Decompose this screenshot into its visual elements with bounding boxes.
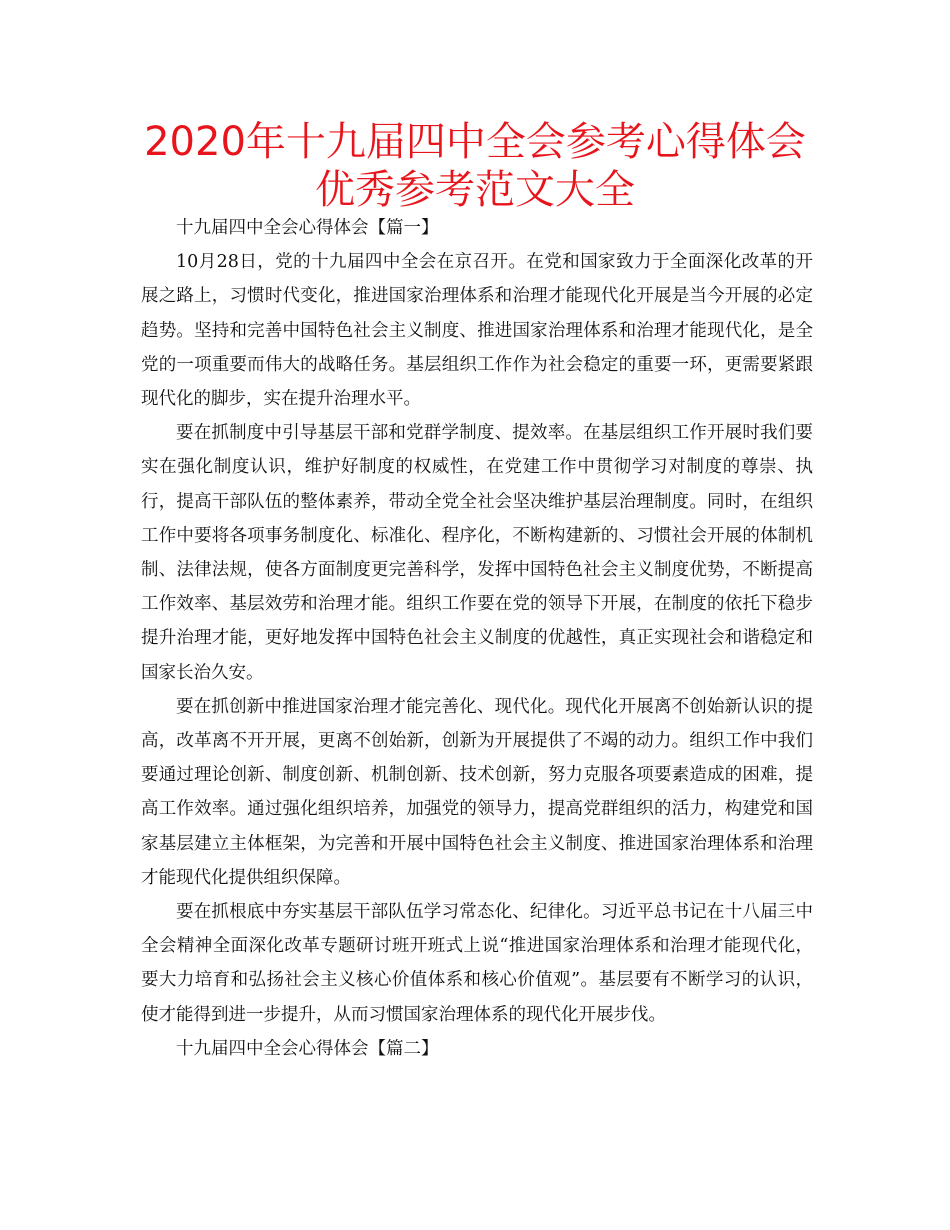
document-body [141,211,813,1066]
paragraph-intro: 10月28日，党的十九届四中全会在京召开。在党和国家致力于全面深化改革的开展之路上，习惯时代变化，推进国家治理体系和治理才能现代化开展是当今开展的必定趋势。坚持和完善中国特色社会主义制度、推进国家治理体系和治理才能现代化，是全党的一项重要而伟大的战略任务。基层组织工作作为社会稳定的重要一环，更需要紧跟现代化的脚步，实在提升治理水平。 [141,252,813,410]
document-title: 2020年十九届四中全会参考心得体会优秀参考范文大全 [144,119,806,213]
paragraph-foundation: 要在抓根底中夯实基层干部队伍学习常态化、纪律化。习近平总书记在十八届三中全会精神全面深化改革专题研讨班开班式上说“推进国家治理体系和治理才能现代化，要大力培育和弘扬社会主义核心价值体系和核心价值观”。基层要有不断学习的认识，使才能得到进一步提升，从而习惯国家治理体系的现代化开展步伐。 [141,902,813,1025]
paragraph-innovation: 要在抓创新中推进国家治理才能完善化、现代化。现代化开展离不创始新认识的提高，改革离不开开展，更离不创始新，创新为开展提供了不竭的动力。组织工作中我们要通过理论创新、制度创新、机制创新、技术创新，努力克服各项要素造成的困难，提高工作效率。通过强化组织培养，加强党的领导力，提高党群组织的活力，构建党和国家基层建立主体框架，为完善和开展中国特色社会主义制度、推进国家治理体系和治理才能现代化提供组织保障。 [141,696,813,888]
paragraph-system: 要在抓制度中引导基层干部和党群学制度、提效率。在基层组织工作开展时我们要实在强化制度认识，维护好制度的权威性，在党建工作中贯彻学习对制度的尊崇、执行，提高干部队伍的整体素养，带动全党全社会坚决维护基层治理制度。同时，在组织工作中要将各项事务制度化、标准化、程序化，不断构建新的、习惯社会开展的体制机制、法律法规，使各方面制度更完善科学，发挥中国特色社会主义制度优势，不断提高工作效率、基层效劳和治理才能。组织工作要在党的领导下开展，在制度的依托下稳步提升治理才能，更好地发挥中国特色社会主义制度的优越性，真正实现社会和谐稳定和国家长治久安。 [141,423,813,683]
section-heading-1: 十九届四中全会心得体会【篇一】 [176,218,439,238]
section-heading-2: 十九届四中全会心得体会【篇二】 [176,1038,439,1059]
